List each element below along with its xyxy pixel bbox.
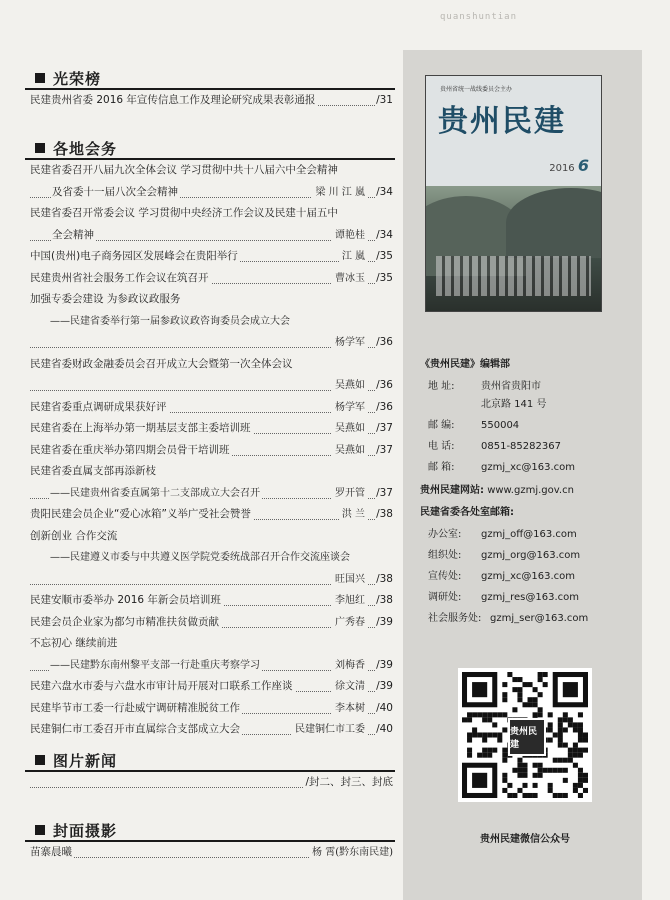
section-square-icon [35, 755, 45, 765]
toc-entry-title: 全会精神 [52, 227, 96, 244]
toc-entry[interactable] [30, 356, 395, 373]
toc-entry-author: 徐文清 [332, 678, 367, 695]
toc-entry-title: 民建省委在上海举办第一期基层支部主委培训班 [30, 420, 253, 437]
toc-entry-author: 杨学军 [332, 399, 367, 416]
toc-entry[interactable] [30, 485, 395, 502]
toc-entry-title: ——民建贵州省委直属第十二支部成立大会召开 [50, 485, 262, 502]
toc-entry-title: 民建省委重点调研成果获好评 [30, 399, 169, 416]
toc-entry-page: /39 [375, 614, 395, 631]
cover-header: 贵州省统一战线委员会主办 [440, 86, 513, 93]
toc-entry-author: 民建铜仁市工委 [292, 721, 367, 738]
toc-entry-author: 杨 霄(黔东南民建) [309, 844, 395, 861]
toc-entry-page: /35 [375, 270, 395, 287]
section-header-photo-news [25, 748, 395, 772]
section-header-local [25, 136, 395, 160]
toc-entry-title: 民建省委在重庆举办第四期会员骨干培训班 [30, 442, 232, 459]
toc-entry-page: /封二、封三、封底 [304, 774, 395, 791]
website-label: 贵州民建网站: [420, 485, 484, 496]
office-email[interactable]: gzmj_off@163.com [481, 529, 577, 540]
toc-entry-author: 吴燕如 [332, 420, 367, 437]
toc-entry[interactable] [30, 657, 395, 674]
toc-entry-author: 吴燕如 [332, 442, 367, 459]
section-header-honor [25, 66, 395, 90]
section-square-icon [35, 825, 45, 835]
toc-entry-author: 曹冰玉 [332, 270, 367, 287]
toc-entry-author: 江 嵐 [339, 248, 367, 265]
qr-caption: 贵州民建微信公众号 [480, 834, 570, 845]
phone-label: 电 话: [428, 441, 455, 452]
section-title: 封面摄影 [53, 822, 118, 840]
toc-entry-title: 民建贵州省社会服务工作会议在筑召开 [30, 270, 211, 287]
toc-entry-title: 民建省委财政金融委员会召开成立大会暨第一次全体会议 [30, 356, 295, 373]
cover-masthead: 贵州民建 [438, 104, 566, 139]
toc-entry[interactable] [30, 162, 395, 179]
office-email[interactable]: gzmj_res@163.com [481, 592, 579, 603]
toc-entry-author: 吴燕如 [332, 377, 367, 394]
toc-entry-title: 民建六盘水市委与六盘水市审计局开展对口联系工作座谈 [30, 678, 295, 695]
toc-entry-page: /38 [375, 506, 395, 523]
section-title: 光荣榜 [53, 70, 102, 88]
toc-entry[interactable] [30, 592, 395, 609]
toc-entry[interactable] [30, 506, 395, 523]
toc-entry[interactable] [30, 92, 395, 109]
office-email[interactable]: gzmj_ser@163.com [490, 613, 589, 624]
toc-entry-title: 民建贵州省委 2016 年宣传信息工作及理论研究成果表彰通报 [30, 92, 317, 109]
qr-badge: 贵州民建 [508, 718, 546, 756]
toc-entry-page: /31 [375, 92, 395, 109]
office-email-row [428, 589, 648, 607]
toc-entry-author: 谭艳桂 [332, 227, 367, 244]
toc-entry-title: 中国(贵州)电子商务园区发展峰会在贵阳举行 [30, 248, 240, 265]
toc-entry[interactable] [30, 844, 395, 861]
toc-entry-title: 民建安顺市委举办 2016 年新会员培训班 [30, 592, 223, 609]
toc-entry-page: /39 [375, 678, 395, 695]
toc-entry-title: 加强专委会建设 为参政议政服务 [30, 291, 182, 308]
toc-entry-page: /37 [375, 485, 395, 502]
cover-issue [549, 156, 589, 175]
toc-entry-title: ——民建遵义市委与中共遵义医学院党委统战部召开合作交流座谈会 [50, 549, 352, 566]
toc-entry-author: 李旭红 [332, 592, 367, 609]
toc-entry[interactable] [30, 184, 395, 201]
cover-year: 2016 [549, 163, 575, 174]
toc-entry-author: 刘梅香 [332, 657, 367, 674]
section-square-icon [35, 143, 45, 153]
toc-entry-page: /34 [375, 184, 395, 201]
toc-entry-page: /36 [375, 399, 395, 416]
toc-entry[interactable] [30, 442, 395, 459]
toc-entry[interactable] [30, 571, 395, 588]
toc-entry-title: 民建省委直属支部再添新枝 [30, 463, 158, 480]
toc-entry-title: 民建毕节市工委一行赴威宁调研精准脱贫工作 [30, 700, 242, 717]
section-header-cover-photo [25, 818, 395, 842]
office-label: 宣传处: [428, 571, 462, 582]
toc-entry-page: /38 [375, 571, 395, 588]
qr-code-image [458, 668, 592, 802]
address-line-2: 北京路 141 号 [481, 399, 547, 410]
office-email-row [428, 610, 648, 628]
toc-entry-page: /34 [375, 227, 395, 244]
toc-entry-author: 杨学军 [332, 334, 367, 351]
section-title: 各地会务 [53, 140, 118, 158]
toc-entry[interactable] [30, 291, 395, 308]
toc-entry[interactable] [30, 528, 395, 545]
office-label: 组织处: [428, 550, 462, 561]
toc-entry-author: 旺国兴 [332, 571, 367, 588]
toc-entry-author: 罗开管 [332, 485, 367, 502]
toc-entry-title: 贵阳民建会员企业“爱心冰箱”义举广受社会赞誉 [30, 506, 253, 523]
office-email-row [428, 547, 648, 565]
office-email[interactable]: gzmj_xc@163.com [481, 571, 575, 582]
phone-value: 0851-85282367 [481, 441, 561, 452]
toc-entry-author: 洪 兰 [339, 506, 367, 523]
toc-entry-title: 民建铜仁市工委召开市直属综合支部成立大会 [30, 721, 242, 738]
toc-entry[interactable] [30, 614, 395, 631]
toc-entry[interactable] [30, 678, 395, 695]
office-email[interactable]: gzmj_org@163.com [481, 550, 581, 561]
toc-entry[interactable] [30, 774, 395, 791]
toc-entry-title: 民建会员企业家为都匀市精准扶贫做贡献 [30, 614, 221, 631]
toc-entry[interactable] [30, 227, 395, 244]
email-label: 邮 箱: [428, 462, 455, 473]
toc-entry[interactable] [30, 205, 395, 222]
toc-entry[interactable] [30, 700, 395, 717]
office-label: 办公室: [428, 529, 462, 540]
toc-entry-page: /37 [375, 442, 395, 459]
editorial-title: 《贵州民建》编辑部 [420, 359, 510, 370]
toc-entry-title: 民建省委召开八届九次全体会议 学习贯彻中共十八届六中全会精神 [30, 162, 340, 179]
cover-issue-number: 6 [577, 156, 589, 175]
toc-entry[interactable] [30, 313, 395, 330]
section-square-icon [35, 73, 45, 83]
office-label: 调研处: [428, 592, 462, 603]
address-line-1: 贵州省贵阳市 [481, 381, 541, 392]
magazine-cover-image [425, 75, 602, 312]
toc-entry-page: /37 [375, 420, 395, 437]
toc-entry-title: ——民建黔东南州黎平支部一行赴重庆考察学习 [50, 657, 262, 674]
toc-entry-title: 苗寨晨曦 [30, 844, 74, 861]
toc-entry-title: ——民建省委举行第一届参政议政咨询委员会成立大会 [50, 313, 292, 330]
office-email-row [428, 568, 648, 586]
offices-title: 民建省委各处室邮箱: [420, 507, 514, 518]
address-label: 地 址: [428, 381, 455, 392]
website-link[interactable]: www.gzmj.gov.cn [487, 485, 574, 496]
postcode-label: 邮 编: [428, 420, 455, 431]
toc-entry-title: 及省委十一届八次全会精神 [52, 184, 180, 201]
toc-entry[interactable] [30, 399, 395, 416]
toc-entry-author: 梁 川 江 嵐 [312, 184, 367, 201]
office-label: 社会服务处: [428, 613, 482, 624]
toc-entry[interactable] [30, 721, 395, 738]
toc-entry-page: /36 [375, 377, 395, 394]
toc-entry-page: /40 [375, 700, 395, 717]
toc-entry[interactable] [30, 463, 395, 480]
section-title: 图片新闻 [53, 752, 118, 770]
toc-entry[interactable] [30, 549, 395, 566]
office-email-row [428, 526, 648, 544]
toc-entry[interactable] [30, 420, 395, 437]
postcode-value: 550004 [481, 420, 520, 431]
toc-entry-author: 李本树 [332, 700, 367, 717]
toc-entry-page: /39 [375, 657, 395, 674]
toc-entry-page: /40 [375, 721, 395, 738]
toc-entry[interactable] [30, 635, 395, 652]
toc-entry[interactable] [30, 334, 395, 351]
header-strip [410, 8, 630, 34]
toc-entry-page: /38 [375, 592, 395, 609]
toc-entry[interactable] [30, 377, 395, 394]
toc-entry-title: 民建省委召开常委会议 学习贯彻中央经济工作会议及民建十届五中 [30, 205, 340, 222]
village-houses [436, 256, 591, 296]
email-value: gzmj_xc@163.com [481, 462, 575, 473]
toc-entry-author: 广秀春 [332, 614, 367, 631]
toc-entry-title: 创新创业 合作交流 [30, 528, 119, 545]
toc-entry[interactable] [30, 248, 395, 265]
header-ghost-text: quanshuntian [440, 12, 518, 22]
toc-entry-page: /35 [375, 248, 395, 265]
toc-entry-page: /36 [375, 334, 395, 351]
toc-entry-title: 不忘初心 继续前进 [30, 635, 119, 652]
toc-entry[interactable] [30, 270, 395, 287]
